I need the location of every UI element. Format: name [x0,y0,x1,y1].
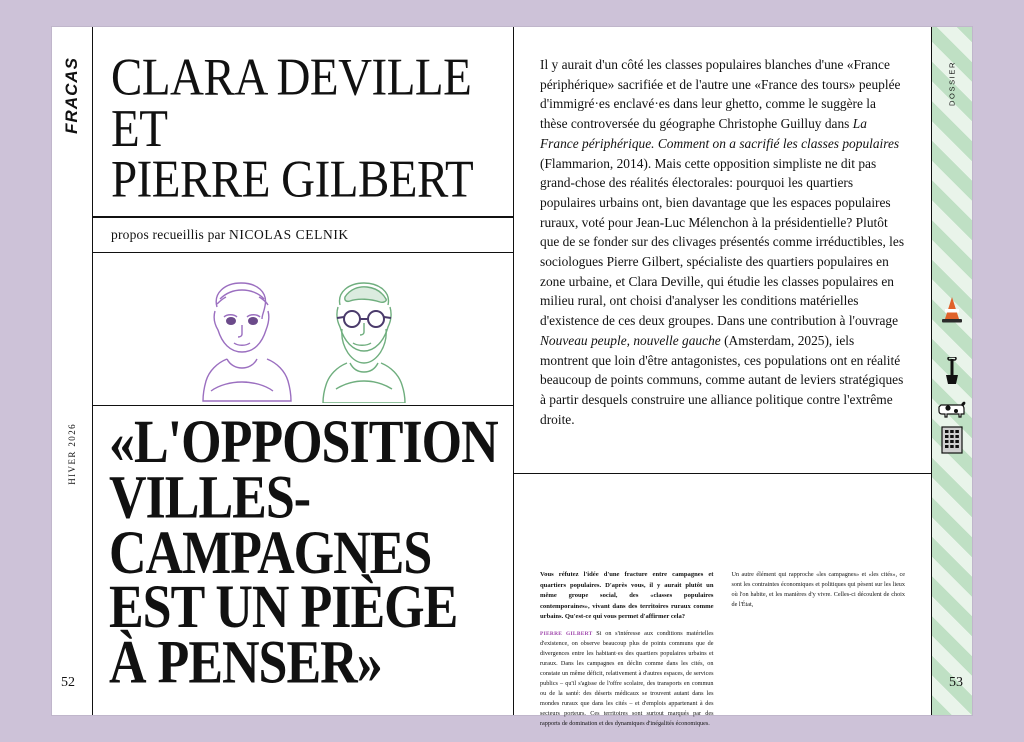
left-margin-strip [52,27,93,715]
right-margin-strip [931,27,972,715]
shovel-icon [942,357,962,387]
interview-answer-2: Un autre élément qui rapproche «les campagnes» et «les cités», ce sont les contraintes économiques et politiques qui pèsent sur les lieux où l'on habite, et les manières d'y vivre. Celles-ci découlent de choix de l'État, [731,571,905,609]
portrait-clara-deville-icon [187,271,297,403]
pull-quote-block [93,406,513,715]
standfirst-part-1: Il y aurait d'un côté les classes populaires blanches d'une «France périphérique» sacrifiée et de l'autre une «France des tours» peuplée d'immigré·es enclavé·es dans leur ghetto, comme le suggère la thèse controversée du géographe Christophe Guilluy dans [540,57,901,132]
issue-date-label: HIVER 2026 [67,423,77,485]
page-title [111,48,495,209]
portrait-illustrations [93,253,513,406]
page-number-right: 53 [949,675,963,690]
interview-question: Vous réfutez l'idée d'une fracture entre campagnes et quartiers populaires. D'après vous, il y aurait plutôt un même groupe social, des «classes populaires contemporaines», vivant dans des territoires ruraux comme urbains. Qu'est-ce qui vous permet d'affirmer cela? [540,571,714,621]
byline-lead: propos recueillis par [111,226,229,242]
section-label: DOSSIER [947,61,957,106]
byline [93,217,513,253]
page-number-left: 52 [61,675,75,690]
traffic-cone-icon [939,295,965,325]
apartment-building-icon [940,425,964,455]
speaker-label-1: PIERRE GILBERT [540,630,593,637]
masthead-logo: FRACAS [62,57,81,134]
interview-answer-1: Si on s'intéresse aux conditions matérielles d'existence, on observe beaucoup plus de points communs que de divergences entre les habitant·es des quartiers populaires urbains et ruraux. Dans les campagnes en déclin comme dans les cités, on constate un même déficit, relativement à d'autres espaces, de services publics – qu'il s'agisse de l'offre scolaire, des transports en commun ou de la santé: des déserts médicaux se trouvent autant dans les mondes ruraux que dans les cités – et d'emplois appartenant à des secteurs porteurs. Ces territoires sont surtout marqués par des rapports de domination et des dynamiques d'inégalités économiques. [540,629,714,728]
headline-line-3: PIERRE GILBERT [111,150,474,209]
headline-line-1: CLARA DEVILLE [111,48,472,107]
standfirst-italic-2: Nouveau peuple, nouvelle gauche [540,332,721,348]
cow-icon [937,397,967,419]
body-column-1 [540,570,714,729]
interview-body [514,474,931,729]
title-block [93,27,513,217]
body-column-2 [732,570,906,729]
right-page [514,27,931,728]
magazine-spread [52,27,972,728]
headline-line-2: ET [111,99,168,158]
standfirst-text [514,27,931,474]
byline-author: NICOLAS CELNIK [229,226,349,242]
pull-quote: «L'OPPOSITION VILLES-CAMPAGNES EST UN PIÈGE À PENSER» [109,408,498,697]
standfirst-italic-1: La France périphérique. Comment on a sacrifié les classes populaires [540,116,900,151]
left-page [93,27,514,715]
standfirst-part-3: (Amsterdam, 2025), iels montrent que loin d'être antagonistes, ces populations ont en réalité beaucoup de points communs, comme autant de leviers stratégiques à partir desquels construire une alliance politique contre l'extrême droite. [540,332,904,427]
standfirst-part-2: (Flammarion, 2014). Mais cette opposition simpliste ne dit pas grand-chose des réalités électorales: pourquoi les quartiers populaires urbains ont, bien davantage que les espaces populaires ruraux, voté pour Jean-Luc Mélenchon à la présidentielle? Plutôt que de se fonder sur des clivages présentés comme irréductibles, les sociologues Pierre Gilbert, spécialiste des quartiers populaires en zone urbaine, et Clara Deville, qui étudie les classes populaires en milieu rural, ont choisi d'analyser les conditions matérielles d'existence de ces deux groupes. Dans une contribution à l'ouvrage [540,155,905,329]
portrait-pierre-gilbert-icon [309,271,419,403]
